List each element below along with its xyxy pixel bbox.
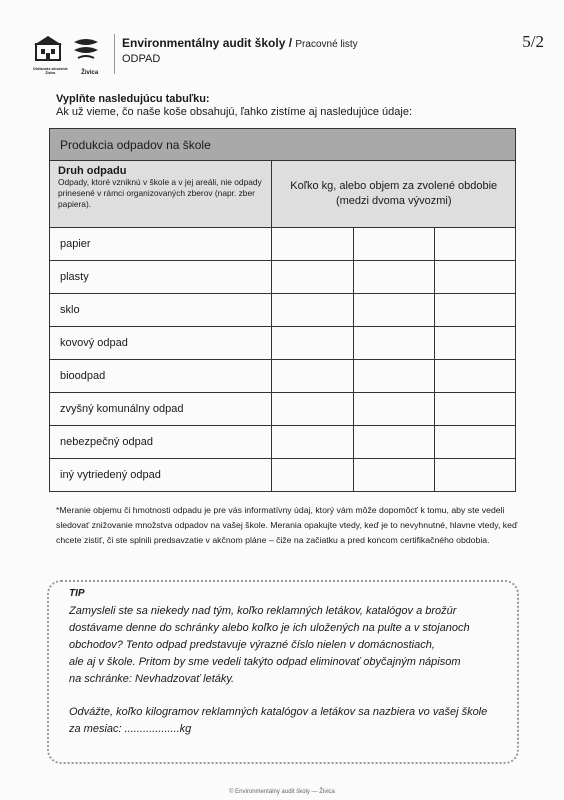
value-cell[interactable] [434, 459, 515, 492]
tip-box [47, 580, 519, 764]
tip-line: dostávame denne do schránky alebo koľko je ich uložených na pulte a v stojanoch [69, 622, 470, 634]
table-row [50, 294, 516, 327]
value-cell[interactable] [353, 426, 434, 459]
quantity-header-line2: (medzi dvoma vývozmi) [335, 195, 452, 207]
row-label: iný vytriedený odpad [50, 459, 272, 492]
quantity-header [272, 161, 516, 228]
waste-type-header [50, 161, 272, 228]
quantity-header-line1: Koľko kg, alebo objem za zvolené obdobie [290, 180, 498, 192]
value-cell[interactable] [353, 261, 434, 294]
table-row [50, 261, 516, 294]
value-cell[interactable] [434, 294, 515, 327]
value-cell[interactable] [353, 327, 434, 360]
tip-line: na schránke: Nevhadzovať letáky. [69, 673, 235, 685]
tip-answer-line[interactable]: za mesiac: ..................kg [69, 723, 192, 735]
tip-line: ale aj v škole. Pritom by sme vedeli takýto odpad eliminovať obyčajným nápisom [69, 656, 461, 668]
waste-production-table [49, 128, 516, 492]
row-label: zvyšný komunálny odpad [50, 393, 272, 426]
value-cell[interactable] [353, 393, 434, 426]
value-cell[interactable] [434, 360, 515, 393]
instruction-text: Ak už vieme, čo naše koše obsahujú, ľahko zistíme aj nasledujúce údaje: [56, 106, 413, 118]
footnote: *Meranie objemu či hmotnosti odpadu je pre vás informatívny údaj, ktorý vám môže dopomôcť k tomu, aby ste vedeli sledovať znižovanie množstva odpadov na vašej škole. Merania opakujte vtedy, keď je to nevyhnutné, hlavne vtedy, keď chcete zistiť, či ste splnili predsavzatie v akčnom pláne – čiže na začiatku a pred koncom certifikačného obdobia. [56, 505, 518, 545]
tip-question-line: Odvážte, koľko kilogramov reklamných katalógov a letákov sa nazbiera vo vašej škole [69, 706, 488, 718]
row-label: papier [50, 228, 272, 261]
value-cell[interactable] [272, 261, 353, 294]
value-cell[interactable] [272, 393, 353, 426]
value-cell[interactable] [353, 459, 434, 492]
waste-type-description: Odpady, ktoré vzniknú v škole a v jej areáli, nie odpady prinesené v rámci organizovaných zberov (napr. zber papiera). [58, 177, 262, 209]
page-footer: © Environmentálny audit školy — Živica [229, 789, 335, 795]
row-label: nebezpečný odpad [50, 426, 272, 459]
value-cell[interactable] [434, 228, 515, 261]
value-cell[interactable] [272, 294, 353, 327]
table-row [50, 459, 516, 492]
value-cell[interactable] [434, 261, 515, 294]
row-label: sklo [50, 294, 272, 327]
page-header [28, 30, 548, 78]
instruction-title: Vyplňte nasledujúcu tabuľku: [56, 93, 210, 105]
value-cell[interactable] [353, 294, 434, 327]
document-title: Environmentálny audit školy / Pracovné listy [122, 36, 358, 50]
table-row [50, 360, 516, 393]
table-row [50, 327, 516, 360]
table-row [50, 426, 516, 459]
value-cell[interactable] [434, 393, 515, 426]
table-row [50, 393, 516, 426]
tip-line: obchodov? Tento odpad predstavuje výrazné číslo nielen v domácnostiach, [69, 639, 435, 651]
logo-caption: Občianske združenie Živica Živica [32, 67, 99, 76]
value-cell[interactable] [272, 459, 353, 492]
value-cell[interactable] [353, 360, 434, 393]
value-cell[interactable] [272, 426, 353, 459]
tip-line: Zamysleli ste sa niekedy nad tým, koľko reklamných letákov, katalógov a brožúr [69, 605, 457, 617]
value-cell[interactable] [272, 327, 353, 360]
tip-label: TIP [69, 588, 85, 599]
document-subject: ODPAD [122, 53, 161, 65]
value-cell[interactable] [353, 228, 434, 261]
table-title: Produkcia odpadov na škole [50, 129, 516, 161]
row-label: plasty [50, 261, 272, 294]
tip-text [69, 603, 509, 738]
page-number: 5/2 [522, 32, 544, 51]
row-label: kovový odpad [50, 327, 272, 360]
header-divider [114, 34, 115, 74]
waste-type-heading: Druh odpadu [58, 165, 127, 177]
row-label: bioodpad [50, 360, 272, 393]
value-cell[interactable] [434, 327, 515, 360]
value-cell[interactable] [272, 228, 353, 261]
logos [28, 30, 110, 76]
value-cell[interactable] [434, 426, 515, 459]
table-row [50, 228, 516, 261]
value-cell[interactable] [272, 360, 353, 393]
